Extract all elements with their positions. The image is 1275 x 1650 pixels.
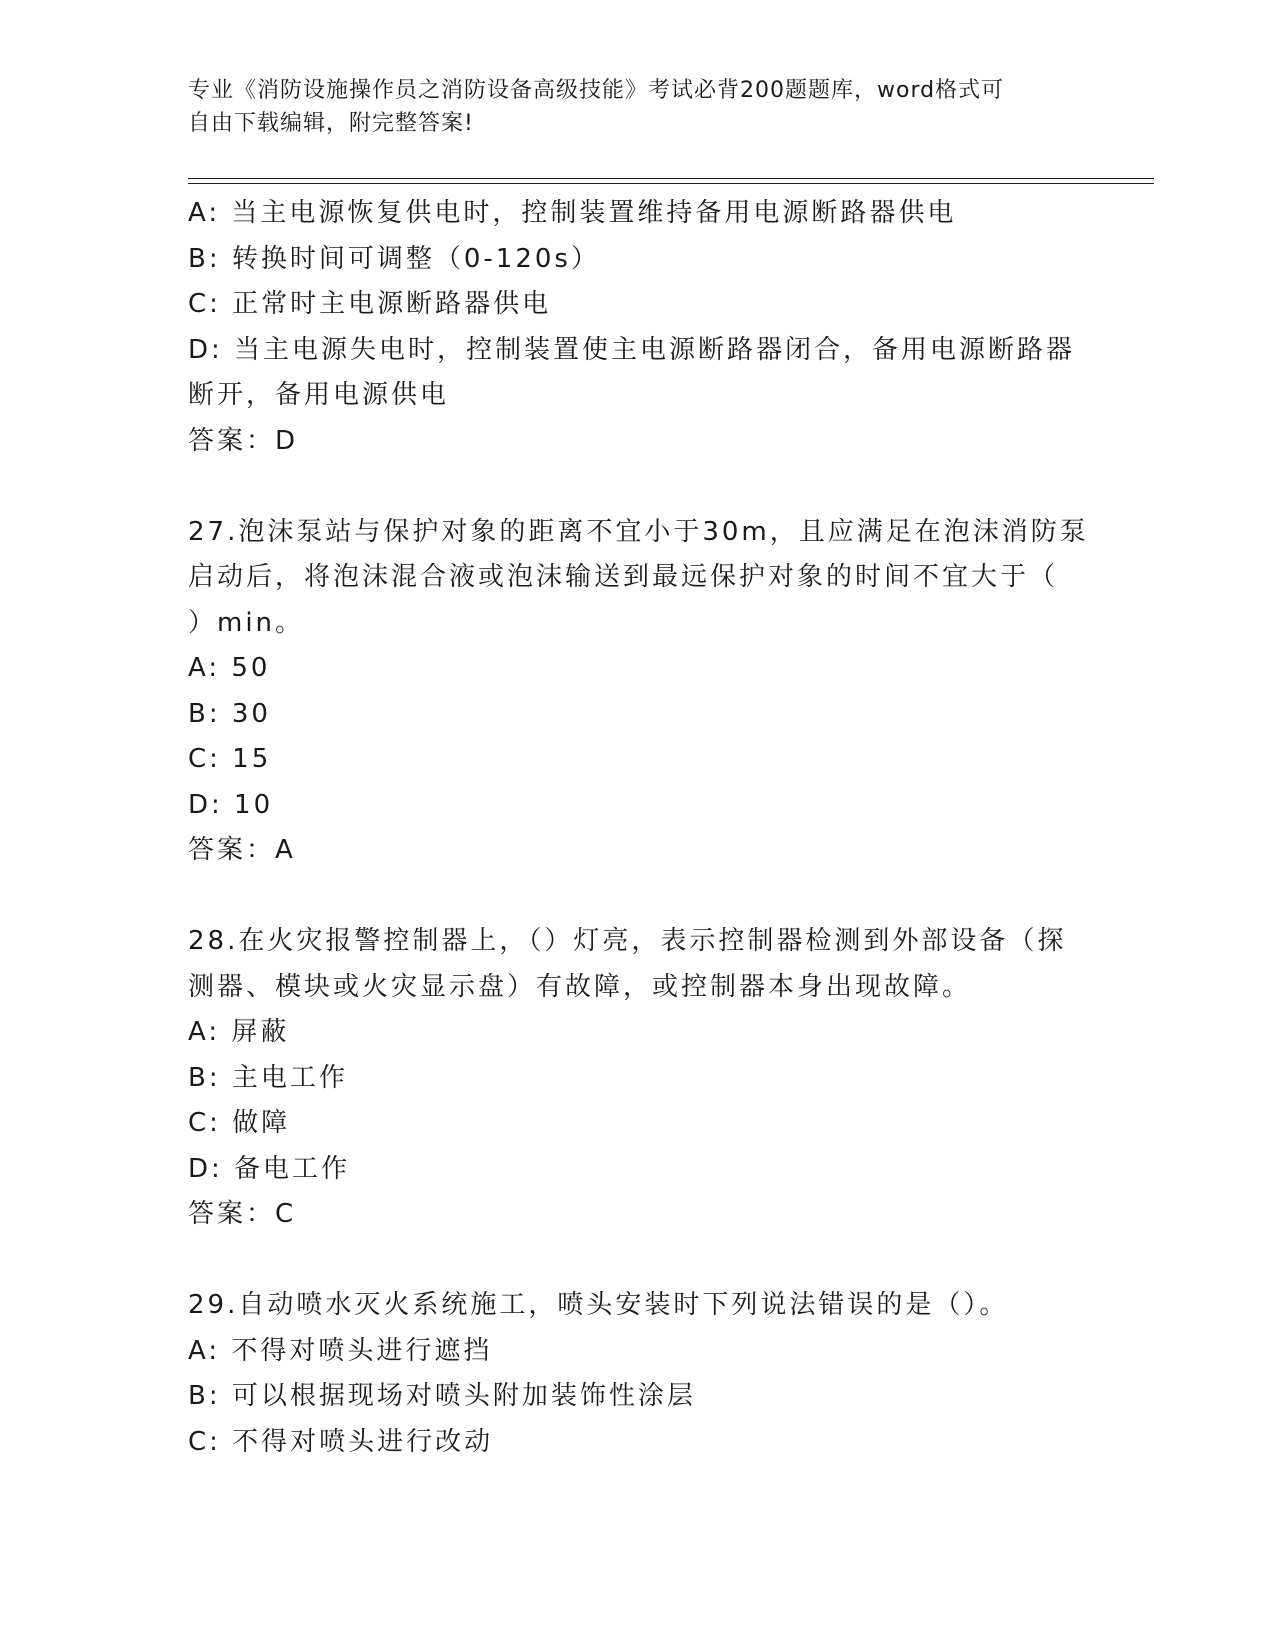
option-a: A: 屏蔽	[188, 1017, 290, 1047]
spacer	[188, 1238, 1088, 1284]
question-text: 测器、模块或火灾显示盘）有故障，或控制器本身出现故障。	[188, 971, 972, 1002]
option-d: D: 备电工作	[188, 1153, 351, 1184]
question-26-block	[188, 191, 1088, 464]
question-27-block	[188, 510, 1088, 874]
question-content	[188, 191, 1088, 1465]
option-a: A: 50	[188, 653, 271, 683]
option-a: A: 不得对喷头进行遮挡	[188, 1335, 493, 1366]
option-b: B: 转换时间可调整（0-120s）	[188, 243, 600, 274]
spacer	[188, 464, 1088, 510]
question-text: 启动后，将泡沫混合液或泡沫输送到最远保护对象的时间不宜大于（	[188, 562, 1059, 592]
option-d: D: 10	[188, 789, 274, 820]
option-d-continued: 断开，备用电源供电	[188, 380, 450, 410]
header-line-1: 专业《消防设施操作员之消防设备高级技能》考试必背200题题库，word格式可	[188, 78, 1005, 103]
answer-label: 答案：D	[188, 425, 299, 456]
option-b: B: 主电工作	[188, 1062, 348, 1093]
header-rule-bottom	[188, 183, 1154, 184]
option-a: A: 当主电源恢复供电时，控制装置维持备用电源断路器供电	[188, 198, 957, 228]
option-c: C: 不得对喷头进行改动	[188, 1426, 494, 1457]
option-b: B: 可以根据现场对喷头附加装饰性涂层	[188, 1381, 696, 1411]
option-c: C: 正常时主电源断路器供电	[188, 289, 552, 319]
option-d: D: 当主电源失电时，控制装置使主电源断路器闭合，备用电源断路器	[188, 334, 1076, 365]
question-text: ）min。	[188, 607, 305, 638]
header-line-2: 自由下载编辑，附完整答案!	[188, 111, 474, 136]
question-28-block	[188, 919, 1088, 1238]
answer-label: 答案：A	[188, 835, 296, 865]
question-text: 28.在火灾报警控制器上，（）灯亮，表示控制器检测到外部设备（探	[188, 926, 1067, 956]
option-c: C: 15	[188, 744, 272, 774]
header-rule-top	[188, 178, 1154, 179]
option-b: B: 30	[188, 698, 271, 729]
question-text: 29.自动喷水灭火系统施工，喷头安装时下列说法错误的是（）。	[188, 1290, 1009, 1320]
document-header	[188, 74, 1068, 140]
option-c: C: 做障	[188, 1108, 291, 1138]
spacer	[188, 874, 1088, 920]
question-29-block	[188, 1283, 1088, 1465]
question-text: 27.泡沫泵站与保护对象的距离不宜小于30m，且应满足在泡沫消防泵	[188, 516, 1089, 547]
answer-label: 答案：C	[188, 1199, 297, 1229]
